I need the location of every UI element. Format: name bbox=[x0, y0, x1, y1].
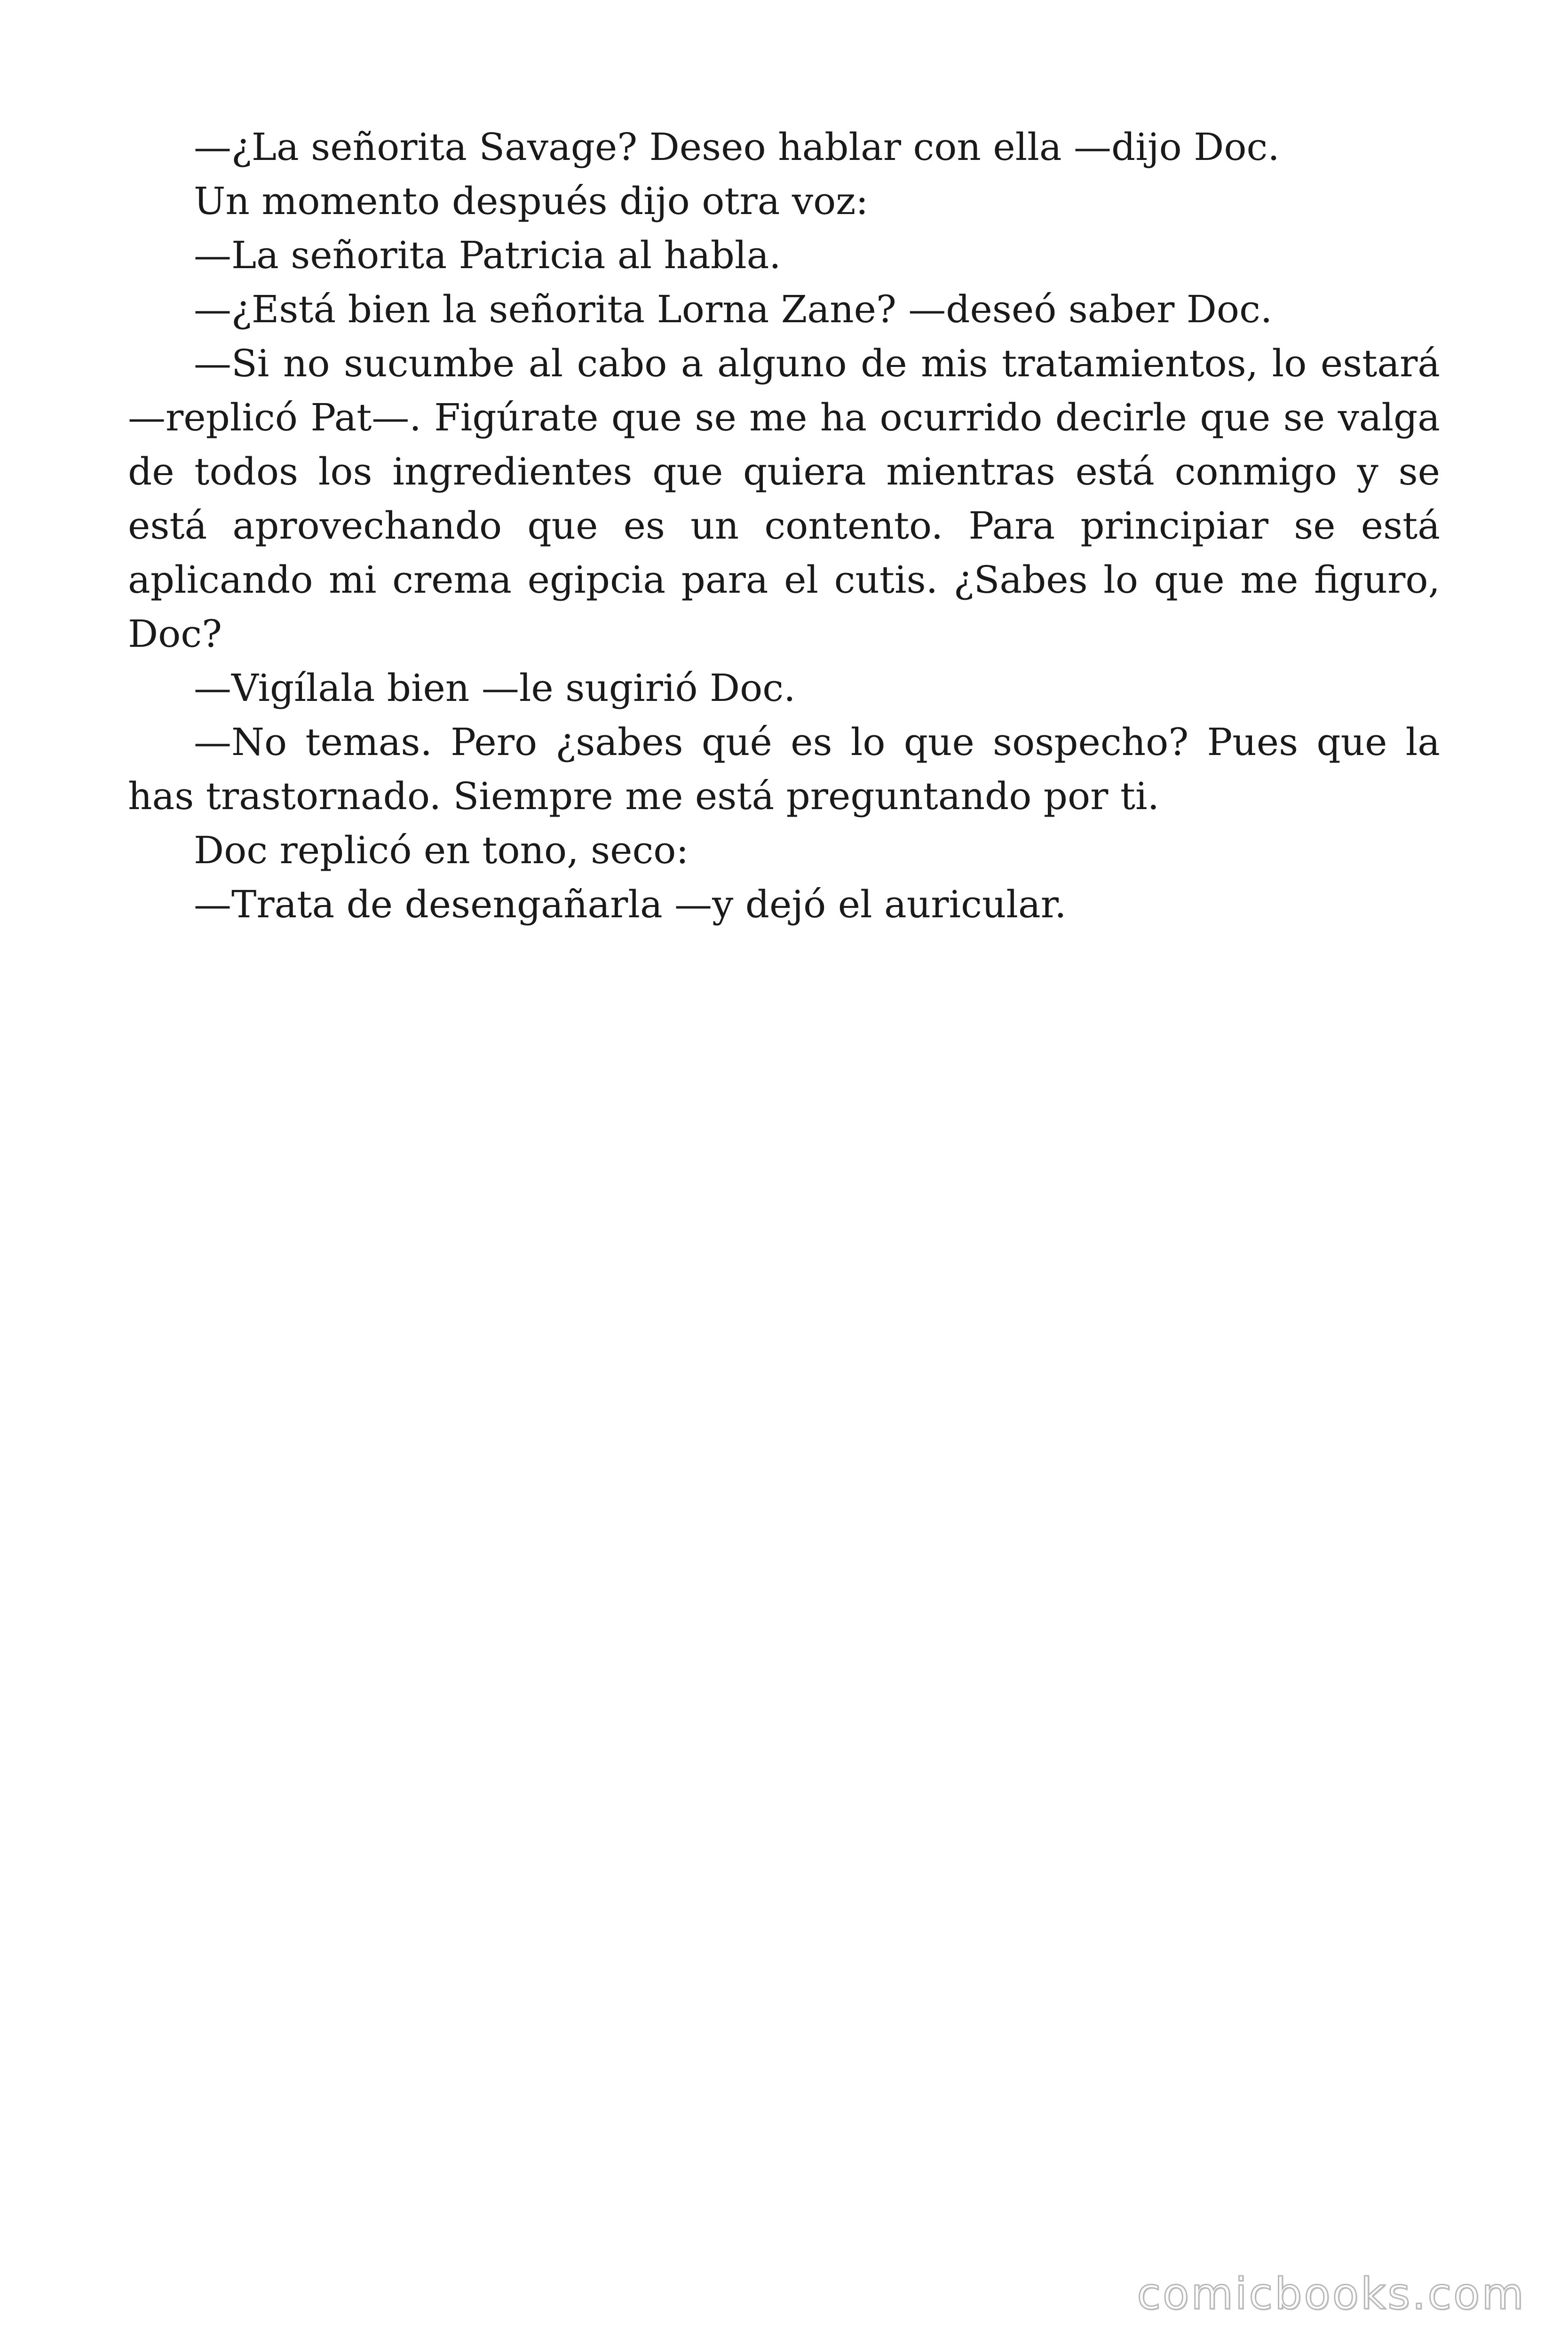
paragraph-1: —¿La señorita Savage? Deseo hablar con ella —dijo Doc. bbox=[194, 125, 1280, 169]
paragraph-4: —¿Está bien la señorita Lorna Zane? —deseó saber Doc. bbox=[194, 287, 1273, 331]
page-text bbox=[128, 120, 1440, 931]
paragraph-2: Un momento después dijo otra voz: bbox=[194, 179, 869, 223]
paragraph-7: —No temas. Pero ¿sabes qué es lo que sospecho? Pues que la has trastornado. Siempre me está preguntando por ti. bbox=[128, 720, 1440, 818]
watermark: comicbooks.com bbox=[1137, 2269, 1526, 2319]
paragraph-8: Doc replicó en tono, seco: bbox=[194, 828, 689, 872]
paragraph-6: —Vigílala bien —le sugirió Doc. bbox=[194, 666, 796, 710]
paragraph-3: —La señorita Patricia al habla. bbox=[194, 233, 781, 277]
paragraph-9: —Trata de desengañarla —y dejó el auricular. bbox=[194, 882, 1067, 926]
paragraph-5: —Si no sucumbe al cabo a alguno de mis tratamientos, lo estará —replicó Pat—. Figúrate que se me ha ocurrido decirle que se valga de todos los ingredientes que quiera mientras está conmigo y se está aprovechando que es un contento. Para principiar se está aplicando mi crema egipcia para el cutis. ¿Sabes lo que me figuro, Doc? bbox=[128, 342, 1440, 656]
